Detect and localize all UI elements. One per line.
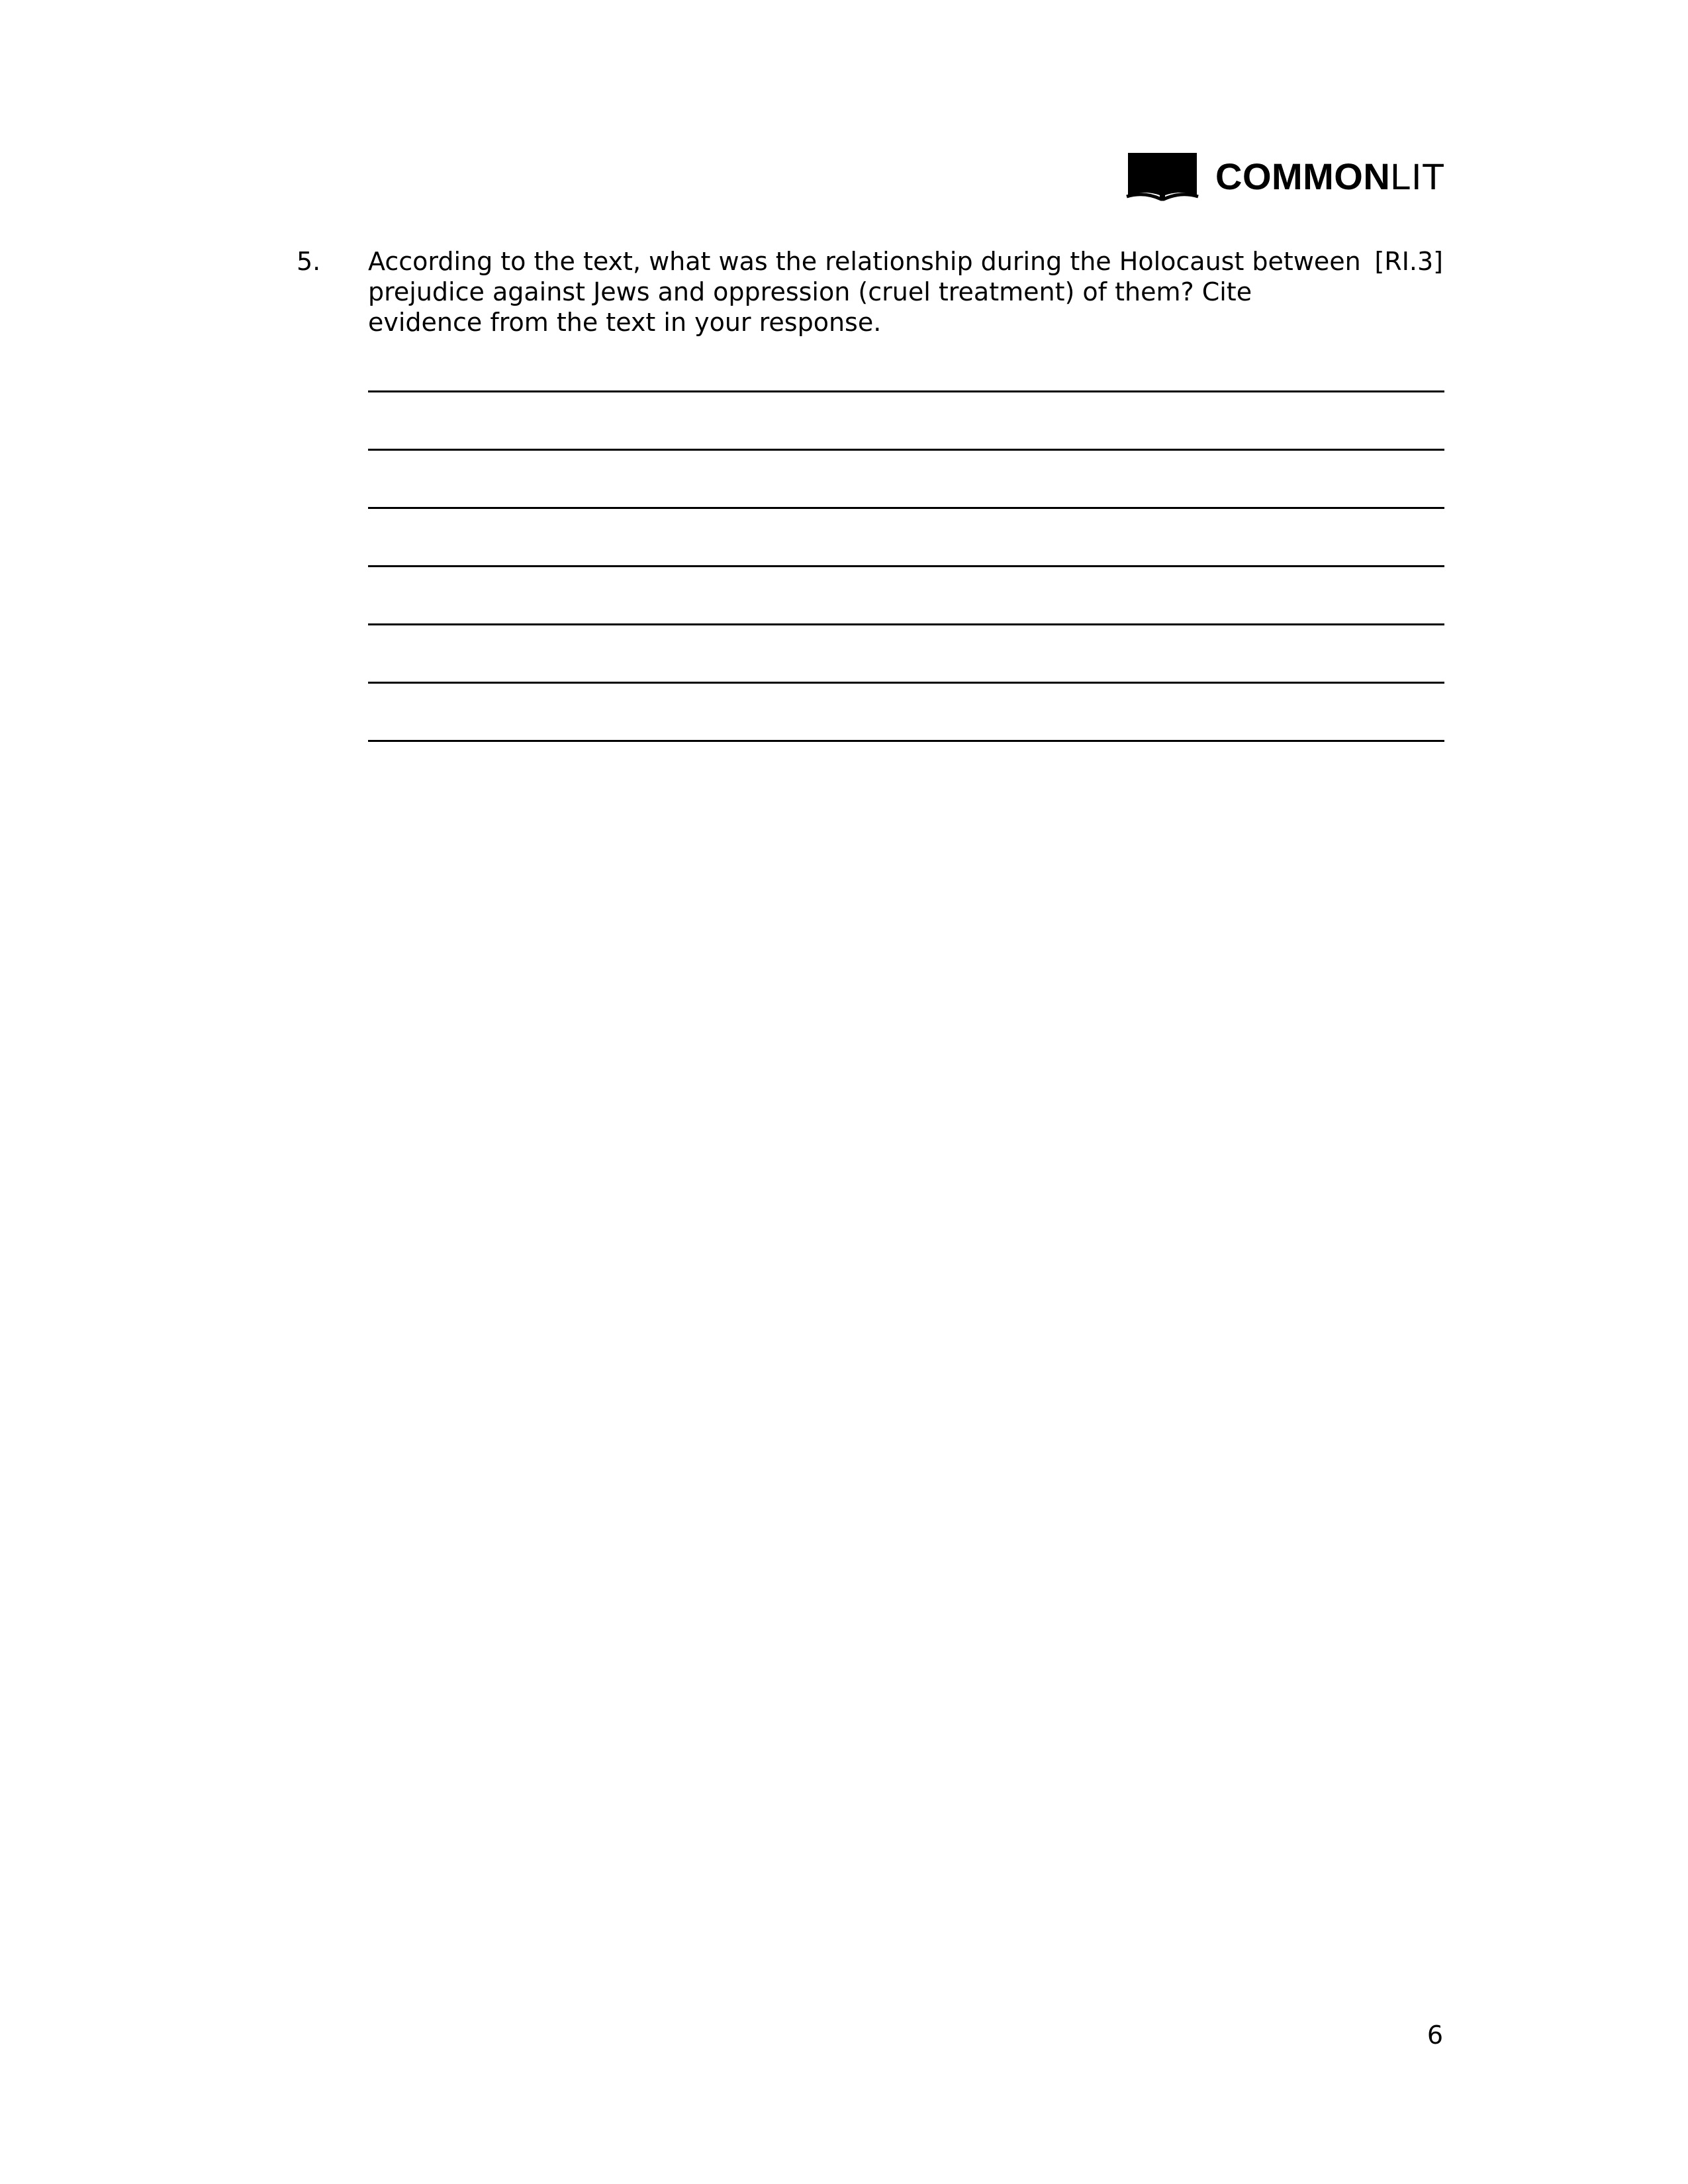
logo-text-light: LIT [1390, 156, 1445, 197]
question-number: 5. [297, 247, 321, 276]
question-text: According to the text, what was the relationship during the Holocaust between prejudice against Jews and oppression (cruel treatment) of them? Cite evidence from the text in your response. [368, 247, 1361, 337]
answer-line[interactable] [368, 740, 1444, 742]
answer-line[interactable] [368, 507, 1444, 509]
open-book-icon [1125, 149, 1199, 205]
page-number: 6 [1427, 2021, 1443, 2050]
answer-line[interactable] [368, 682, 1444, 684]
logo-wordmark [1215, 158, 1445, 195]
answer-line[interactable] [368, 623, 1444, 625]
answer-lines[interactable] [368, 390, 1444, 798]
question-standard: [RI.3] [1374, 247, 1443, 276]
answer-line[interactable] [368, 565, 1444, 567]
logo-text-bold: COMMON [1215, 156, 1391, 197]
commonlit-logo [1125, 147, 1445, 206]
answer-line[interactable] [368, 449, 1444, 451]
answer-line[interactable] [368, 390, 1444, 392]
